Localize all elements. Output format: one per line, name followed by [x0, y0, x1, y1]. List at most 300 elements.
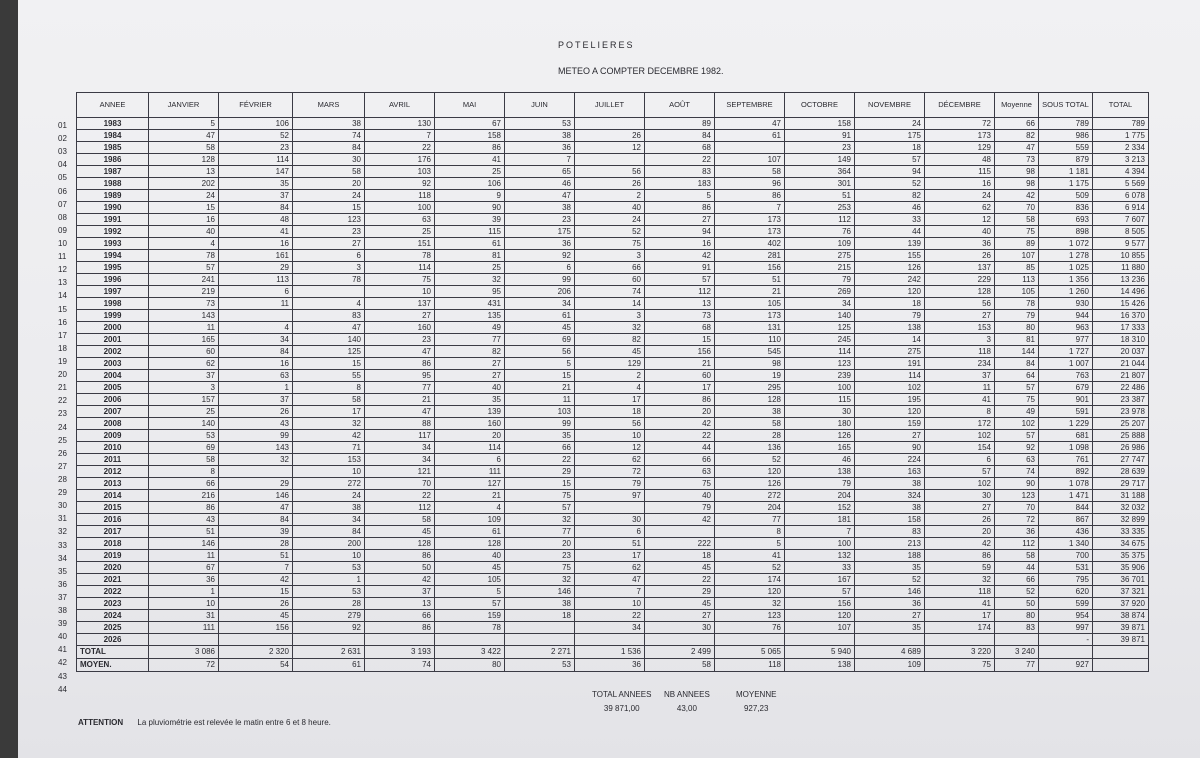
value-cell: 68 — [645, 142, 715, 154]
value-cell: 118 — [925, 346, 995, 358]
value-cell: 38 — [293, 502, 365, 514]
row-number: 17 — [58, 330, 67, 340]
value-cell: 27 747 — [1093, 454, 1149, 466]
value-cell: 36 — [995, 526, 1039, 538]
row-number: 23 — [58, 409, 67, 419]
value-cell: 77 — [505, 526, 575, 538]
value-cell: 107 — [995, 250, 1039, 262]
value-cell: 16 — [149, 214, 219, 226]
value-cell: 47 — [365, 346, 435, 358]
moyen-row-label: MOYEN. — [77, 659, 149, 672]
row-number: 34 — [58, 553, 67, 563]
value-cell — [785, 634, 855, 646]
value-cell: 106 — [435, 178, 505, 190]
value-cell: 25 207 — [1093, 418, 1149, 430]
value-cell: 51 — [785, 190, 855, 202]
value-cell: 84 — [219, 514, 293, 526]
value-cell: 40 — [645, 490, 715, 502]
year-cell: 2023 — [77, 598, 149, 610]
value-cell: 27 — [855, 610, 925, 622]
value-cell: 204 — [785, 490, 855, 502]
row-number: 09 — [58, 225, 67, 235]
total-row-cell: 2 499 — [645, 646, 715, 659]
value-cell: 5 — [505, 358, 575, 370]
value-cell — [645, 634, 715, 646]
value-cell: 24 — [575, 214, 645, 226]
value-cell: 8 505 — [1093, 226, 1149, 238]
value-cell: 25 888 — [1093, 430, 1149, 442]
value-cell: 31 — [149, 610, 219, 622]
value-cell: 126 — [715, 478, 785, 490]
value-cell: 103 — [365, 166, 435, 178]
year-cell: 1997 — [77, 286, 149, 298]
value-cell: 66 — [365, 610, 435, 622]
value-cell: 146 — [855, 586, 925, 598]
value-cell: 559 — [1039, 142, 1093, 154]
year-cell: 2025 — [77, 622, 149, 634]
value-cell: 95 — [435, 286, 505, 298]
total-annees-label: TOTAL ANNEES — [592, 690, 652, 699]
value-cell: 13 236 — [1093, 274, 1149, 286]
header-cell: TOTAL — [1093, 93, 1149, 118]
value-cell: 123 — [785, 358, 855, 370]
value-cell: 27 — [855, 430, 925, 442]
value-cell: 222 — [645, 538, 715, 550]
header-cell: AVRIL — [365, 93, 435, 118]
row-number: 03 — [58, 147, 67, 157]
year-cell: 2022 — [77, 586, 149, 598]
value-cell: 14 496 — [1093, 286, 1149, 298]
value-cell: 679 — [1039, 382, 1093, 394]
value-cell: 71 — [293, 442, 365, 454]
value-cell: 3 — [575, 250, 645, 262]
value-cell: 40 — [925, 226, 995, 238]
value-cell: 6 — [435, 454, 505, 466]
value-cell: 65 — [505, 166, 575, 178]
value-cell: 599 — [1039, 598, 1093, 610]
value-cell: 5 — [435, 586, 505, 598]
value-cell: 105 — [715, 298, 785, 310]
table-row — [77, 358, 1149, 370]
rainfall-table — [76, 92, 1149, 672]
table-row — [77, 190, 1149, 202]
total-row-cell: 3 240 — [995, 646, 1039, 659]
value-cell: 22 — [365, 490, 435, 502]
value-cell: 16 — [645, 238, 715, 250]
value-cell: 160 — [365, 322, 435, 334]
value-cell: 36 — [149, 574, 219, 586]
value-cell: 45 — [645, 562, 715, 574]
value-cell: 99 — [505, 274, 575, 286]
value-cell: 112 — [785, 214, 855, 226]
value-cell: 1 078 — [1039, 478, 1093, 490]
value-cell: 58 — [365, 514, 435, 526]
value-cell — [435, 634, 505, 646]
value-cell: 79 — [645, 502, 715, 514]
row-number: 04 — [58, 160, 67, 170]
value-cell: 32 — [435, 274, 505, 286]
value-cell: 181 — [785, 514, 855, 526]
value-cell: 7 — [365, 130, 435, 142]
value-cell: 91 — [645, 262, 715, 274]
value-cell: 100 — [785, 538, 855, 550]
value-cell: 83 — [995, 622, 1039, 634]
value-cell: 158 — [435, 130, 505, 142]
year-cell: 2006 — [77, 394, 149, 406]
value-cell: 1 229 — [1039, 418, 1093, 430]
value-cell: 1 098 — [1039, 442, 1093, 454]
moyen-row — [77, 659, 1149, 672]
value-cell: 18 — [855, 298, 925, 310]
table-row — [77, 298, 1149, 310]
value-cell: 52 — [715, 454, 785, 466]
value-cell: 45 — [435, 562, 505, 574]
table-row — [77, 118, 1149, 130]
value-cell: 47 — [505, 190, 575, 202]
value-cell: 60 — [575, 274, 645, 286]
value-cell: 29 — [219, 478, 293, 490]
value-cell: 120 — [715, 586, 785, 598]
value-cell: 26 — [925, 250, 995, 262]
value-cell: 77 — [435, 334, 505, 346]
header-cell: MARS — [293, 93, 365, 118]
value-cell: 32 899 — [1093, 514, 1149, 526]
row-number: 05 — [58, 173, 67, 183]
value-cell: 17 — [575, 394, 645, 406]
value-cell: 106 — [219, 118, 293, 130]
year-cell: 2012 — [77, 466, 149, 478]
value-cell: 48 — [219, 214, 293, 226]
value-cell: 38 874 — [1093, 610, 1149, 622]
row-number: 25 — [58, 435, 67, 445]
year-cell: 2013 — [77, 478, 149, 490]
value-cell: 8 — [293, 382, 365, 394]
table-row — [77, 370, 1149, 382]
value-cell: 27 — [645, 610, 715, 622]
value-cell: 28 639 — [1093, 466, 1149, 478]
value-cell: 2 — [575, 190, 645, 202]
table-row — [77, 226, 1149, 238]
value-cell — [995, 634, 1039, 646]
header-cell: ANNEE — [77, 93, 149, 118]
value-cell: 66 — [995, 118, 1039, 130]
value-cell: 86 — [365, 622, 435, 634]
value-cell: 15 — [505, 370, 575, 382]
value-cell: 36 701 — [1093, 574, 1149, 586]
value-cell: 61 — [435, 526, 505, 538]
value-cell: 20 — [505, 538, 575, 550]
value-cell: 80 — [995, 322, 1039, 334]
value-cell: 57 — [645, 274, 715, 286]
value-cell: 31 188 — [1093, 490, 1149, 502]
value-cell: 36 — [505, 142, 575, 154]
value-cell: 17 — [293, 406, 365, 418]
value-cell — [365, 634, 435, 646]
value-cell: 27 — [435, 370, 505, 382]
value-cell: 75 — [505, 490, 575, 502]
row-number: 32 — [58, 527, 67, 537]
value-cell: 531 — [1039, 562, 1093, 574]
value-cell: 67 — [435, 118, 505, 130]
value-cell: 58 — [715, 166, 785, 178]
value-cell: 153 — [925, 322, 995, 334]
row-number: 01 — [58, 121, 67, 130]
value-cell: 143 — [219, 442, 293, 454]
value-cell: 42 — [365, 574, 435, 586]
value-cell: 38 — [715, 406, 785, 418]
value-cell: 997 — [1039, 622, 1093, 634]
value-cell: 8 — [925, 406, 995, 418]
value-cell: 35 375 — [1093, 550, 1149, 562]
value-cell: 37 — [149, 370, 219, 382]
value-cell: 57 — [505, 502, 575, 514]
value-cell: 20 037 — [1093, 346, 1149, 358]
value-cell: 62 — [149, 358, 219, 370]
row-number: 43 — [58, 671, 67, 681]
value-cell: 27 — [365, 310, 435, 322]
value-cell: 7 — [219, 562, 293, 574]
value-cell: 545 — [715, 346, 785, 358]
value-cell — [575, 118, 645, 130]
value-cell: 681 — [1039, 430, 1093, 442]
value-cell: 126 — [785, 430, 855, 442]
value-cell: 34 675 — [1093, 538, 1149, 550]
value-cell: 11 — [505, 394, 575, 406]
value-cell: 102 — [925, 430, 995, 442]
year-cell: 1994 — [77, 250, 149, 262]
row-number: 41 — [58, 645, 67, 655]
value-cell: 146 — [219, 490, 293, 502]
value-cell: 78 — [365, 250, 435, 262]
value-cell: 44 — [645, 442, 715, 454]
value-cell: 58 — [149, 142, 219, 154]
moyen-row-cell: 36 — [575, 659, 645, 672]
value-cell — [219, 634, 293, 646]
value-cell: 53 — [293, 586, 365, 598]
value-cell: 70 — [995, 202, 1039, 214]
value-cell: 3 — [293, 262, 365, 274]
value-cell: 113 — [219, 274, 293, 286]
value-cell: 173 — [715, 310, 785, 322]
year-cell: 2003 — [77, 358, 149, 370]
value-cell: 40 — [435, 550, 505, 562]
value-cell: 789 — [1093, 118, 1149, 130]
value-cell: 15 — [645, 334, 715, 346]
value-cell: 3 — [925, 334, 995, 346]
value-cell: 37 — [925, 370, 995, 382]
year-cell: 1993 — [77, 238, 149, 250]
value-cell: 75 — [365, 274, 435, 286]
value-cell: 795 — [1039, 574, 1093, 586]
year-cell: 1983 — [77, 118, 149, 130]
table-row — [77, 586, 1149, 598]
value-cell: 6 — [293, 250, 365, 262]
total-row-cell: 3 086 — [149, 646, 219, 659]
value-cell: 591 — [1039, 406, 1093, 418]
moyen-row-cell: 72 — [149, 659, 219, 672]
value-cell: 173 — [715, 226, 785, 238]
value-cell: 63 — [995, 454, 1039, 466]
header-cell: MAI — [435, 93, 505, 118]
value-cell: 63 — [219, 370, 293, 382]
total-row-cell: 5 065 — [715, 646, 785, 659]
value-cell: 18 — [575, 406, 645, 418]
value-cell: 39 — [435, 214, 505, 226]
moyen-row-cell: 58 — [645, 659, 715, 672]
value-cell: 158 — [855, 514, 925, 526]
value-cell: 11 — [149, 322, 219, 334]
value-cell: 52 — [715, 562, 785, 574]
value-cell: 44 — [995, 562, 1039, 574]
total-annees-value: 39 871,00 — [603, 704, 640, 713]
value-cell: 37 — [219, 394, 293, 406]
value-cell: 84 — [995, 358, 1039, 370]
value-cell: 10 — [365, 286, 435, 298]
value-cell: 175 — [855, 130, 925, 142]
value-cell: 229 — [925, 274, 995, 286]
value-cell: 92 — [365, 178, 435, 190]
moyenne-label: MOYENNE — [736, 690, 777, 699]
row-number: 38 — [58, 606, 67, 616]
value-cell: 96 — [715, 178, 785, 190]
value-cell: 56 — [575, 418, 645, 430]
moyen-row-cell: 74 — [365, 659, 435, 672]
value-cell: 90 — [435, 202, 505, 214]
row-number: 06 — [58, 186, 67, 196]
value-cell: 3 213 — [1093, 154, 1149, 166]
value-cell: 33 — [855, 214, 925, 226]
value-cell: 19 — [715, 370, 785, 382]
value-cell: 6 914 — [1093, 202, 1149, 214]
value-cell: 22 — [505, 454, 575, 466]
year-cell: 2016 — [77, 514, 149, 526]
value-cell: 57 — [435, 598, 505, 610]
value-cell: 281 — [715, 250, 785, 262]
header-cell: JUIN — [505, 93, 575, 118]
value-cell: 138 — [785, 466, 855, 478]
value-cell: 402 — [715, 238, 785, 250]
value-cell: 206 — [505, 286, 575, 298]
value-cell — [645, 526, 715, 538]
value-cell: 15 — [505, 478, 575, 490]
value-cell: 24 — [925, 190, 995, 202]
year-cell: 2005 — [77, 382, 149, 394]
header-cell: JUILLET — [575, 93, 645, 118]
value-cell: 156 — [219, 622, 293, 634]
moyen-row-cell: 927 — [1039, 659, 1093, 672]
value-cell: 91 — [785, 130, 855, 142]
header-cell: JANVIER — [149, 93, 219, 118]
value-cell: 51 — [149, 526, 219, 538]
value-cell: 84 — [293, 526, 365, 538]
value-cell: 158 — [785, 118, 855, 130]
value-cell: 83 — [855, 526, 925, 538]
value-cell: 52 — [855, 178, 925, 190]
value-cell: 78 — [293, 274, 365, 286]
value-cell: 82 — [995, 130, 1039, 142]
row-number: 21 — [58, 383, 67, 393]
value-cell: 23 — [505, 214, 575, 226]
value-cell: 21 — [645, 358, 715, 370]
value-cell: 30 — [575, 514, 645, 526]
value-cell: 50 — [995, 598, 1039, 610]
value-cell: 21 807 — [1093, 370, 1149, 382]
value-cell: 20 — [293, 178, 365, 190]
value-cell: 16 — [219, 358, 293, 370]
value-cell: 43 — [149, 514, 219, 526]
row-number: 11 — [58, 252, 67, 262]
header-cell: DÉCEMBRE — [925, 93, 995, 118]
value-cell: 12 — [575, 142, 645, 154]
row-number: 35 — [58, 566, 67, 576]
value-cell: 123 — [995, 490, 1039, 502]
value-cell: 137 — [925, 262, 995, 274]
year-cell: 2000 — [77, 322, 149, 334]
value-cell: 112 — [365, 502, 435, 514]
value-cell: 22 — [645, 430, 715, 442]
table-row — [77, 478, 1149, 490]
value-cell: 118 — [365, 190, 435, 202]
value-cell: 114 — [365, 262, 435, 274]
value-cell: 4 — [293, 298, 365, 310]
value-cell: 5 — [645, 190, 715, 202]
value-cell: 963 — [1039, 322, 1093, 334]
value-cell: 38 — [505, 202, 575, 214]
value-cell: 27 — [925, 502, 995, 514]
value-cell: 60 — [149, 346, 219, 358]
value-cell: 155 — [855, 250, 925, 262]
value-cell: 144 — [995, 346, 1039, 358]
value-cell: 35 — [855, 622, 925, 634]
value-cell: 10 — [293, 550, 365, 562]
year-cell: 1987 — [77, 166, 149, 178]
row-number: 16 — [58, 317, 67, 327]
row-number: 33 — [58, 540, 67, 550]
value-cell: 32 — [575, 322, 645, 334]
value-cell: 27 — [645, 214, 715, 226]
table-row — [77, 166, 1149, 178]
value-cell: 986 — [1039, 130, 1093, 142]
value-cell: 4 394 — [1093, 166, 1149, 178]
value-cell: 34 — [219, 334, 293, 346]
value-cell: 219 — [149, 286, 219, 298]
value-cell: 175 — [505, 226, 575, 238]
value-cell: 51 — [715, 274, 785, 286]
value-cell: 761 — [1039, 454, 1093, 466]
table-row — [77, 622, 1149, 634]
value-cell: 97 — [575, 490, 645, 502]
value-cell: 153 — [293, 454, 365, 466]
value-cell: 10 — [575, 430, 645, 442]
value-cell: 35 906 — [1093, 562, 1149, 574]
value-cell: 3 — [575, 310, 645, 322]
value-cell: 272 — [715, 490, 785, 502]
value-cell: 35 — [435, 394, 505, 406]
value-cell: 23 — [293, 226, 365, 238]
value-cell: 58 — [149, 454, 219, 466]
value-cell: 173 — [925, 130, 995, 142]
value-cell: 159 — [435, 610, 505, 622]
value-cell: 15 — [149, 202, 219, 214]
value-cell: 32 — [925, 574, 995, 586]
value-cell: 82 — [435, 346, 505, 358]
value-cell: 25 — [435, 262, 505, 274]
row-number: 26 — [58, 448, 67, 458]
value-cell: 51 — [219, 550, 293, 562]
value-cell: 78 — [149, 250, 219, 262]
value-cell: 24 — [149, 190, 219, 202]
value-cell: 17 333 — [1093, 322, 1149, 334]
